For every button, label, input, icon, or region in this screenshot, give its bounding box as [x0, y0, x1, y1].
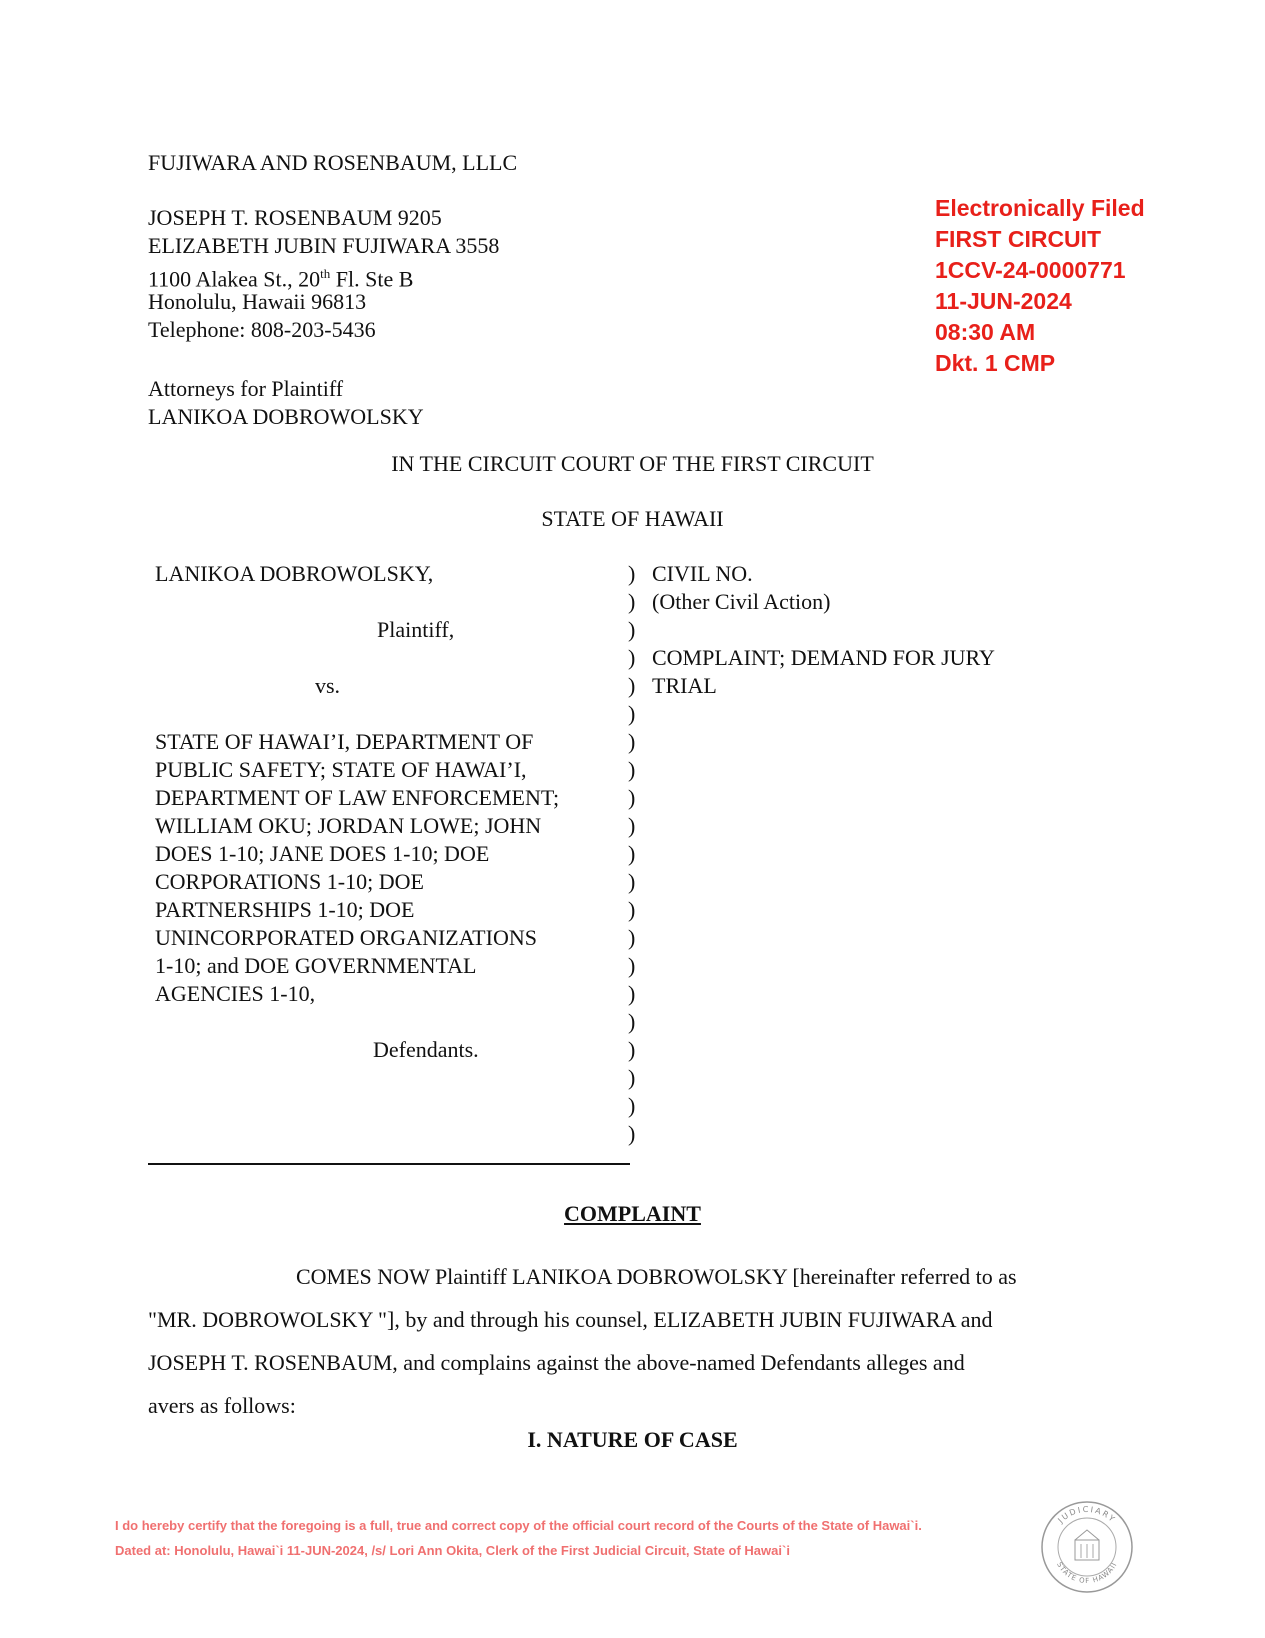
defendant-line: DEPARTMENT OF LAW ENFORCEMENT; — [155, 785, 560, 810]
caption-paren: ) — [628, 953, 636, 978]
complaint-heading: COMPLAINT — [564, 1201, 701, 1226]
stamp-line: FIRST CIRCUIT — [935, 226, 1102, 252]
caption-paren: ) — [628, 925, 636, 950]
caption-paren-column — [628, 560, 635, 1148]
caption-paren: ) — [628, 1121, 636, 1146]
caption-paren: ) — [628, 785, 636, 810]
stamp-line: Electronically Filed — [935, 195, 1145, 221]
caption-paren: ) — [628, 897, 636, 922]
document-title: COMPLAINT; DEMAND FOR JURY — [652, 645, 995, 670]
stamp-time: 08:30 AM — [935, 319, 1036, 345]
defendant-line: CORPORATIONS 1-10; DOE — [155, 869, 424, 894]
section-heading: I. NATURE OF CASE — [527, 1427, 738, 1452]
attorneys-for-name: LANIKOA DOBROWOLSKY — [148, 404, 424, 429]
address-line: 1100 Alakea St., 20th Fl. Ste B — [148, 266, 414, 292]
defendant-line: PUBLIC SAFETY; STATE OF HAWAI’I, — [155, 757, 527, 782]
caption-paren: ) — [628, 1093, 636, 1118]
paragraph-line: avers as follows: — [148, 1393, 296, 1418]
plaintiff-name: LANIKOA DOBROWOLSKY, — [155, 561, 434, 586]
attorneys-for-label: Attorneys for Plaintiff — [148, 376, 344, 401]
caption-paren: ) — [628, 1037, 636, 1062]
caption-paren: ) — [628, 561, 636, 586]
address-line: Honolulu, Hawaii 96813 — [148, 289, 367, 314]
civil-number: CIVIL NO. — [652, 561, 753, 586]
attorney-name: ELIZABETH JUBIN FUJIWARA 3558 — [148, 233, 500, 258]
defendant-line: UNINCORPORATED ORGANIZATIONS — [155, 925, 537, 950]
seal-bottom-text: STATE OF HAWAII — [1055, 1560, 1119, 1586]
caption-paren: ) — [628, 841, 636, 866]
certification-line: I do hereby certify that the foregoing is a full, true and correct copy of the official court record of the Courts of the State of Hawai`i. — [115, 1518, 922, 1533]
plaintiff-role: Plaintiff, — [377, 617, 455, 642]
attorneys-for — [148, 375, 424, 431]
filing-stamp — [935, 193, 1145, 379]
defendant-line: DOES 1-10; JANE DOES 1-10; DOE — [155, 841, 490, 866]
action-type: (Other Civil Action) — [652, 589, 831, 614]
court-name: IN THE CIRCUIT COURT OF THE FIRST CIRCUIT — [391, 451, 874, 476]
defendant-role: Defendants. — [373, 1037, 479, 1062]
caption-paren: ) — [628, 813, 636, 838]
judiciary-seal — [1040, 1500, 1134, 1594]
seal-top-text: JUDICIARY — [1056, 1504, 1118, 1525]
defendant-line: AGENCIES 1-10, — [155, 981, 316, 1006]
caption-paren: ) — [628, 1065, 636, 1090]
caption-paren: ) — [628, 645, 636, 670]
certification-line: Dated at: Honolulu, Hawai`i 11-JUN-2024, /s/ Lori Ann Okita, Clerk of the First Judicial Circuit, State of Hawai`i — [115, 1543, 790, 1558]
caption-paren: ) — [628, 869, 636, 894]
caption-paren: ) — [628, 757, 636, 782]
caption-case-info — [652, 560, 995, 700]
firm-name: FUJIWARA AND ROSENBAUM, LLLC — [148, 150, 518, 175]
defendant-line: PARTNERSHIPS 1-10; DOE — [155, 897, 415, 922]
caption-parties — [155, 560, 559, 1064]
complaint-paragraph — [148, 1255, 1017, 1427]
paragraph-line: JOSEPH T. ROSENBAUM, and complains against the above-named Defendants alleges and — [148, 1350, 965, 1375]
paragraph-line: "MR. DOBROWOLSKY "], by and through his counsel, ELIZABETH JUBIN FUJIWARA and — [148, 1307, 993, 1332]
caption-paren: ) — [628, 729, 636, 754]
paragraph-line: COMES NOW Plaintiff LANIKOA DOBROWOLSKY [hereinafter referred to as — [296, 1264, 1017, 1289]
caption-paren: ) — [628, 981, 636, 1006]
defendant-line: WILLIAM OKU; JORDAN LOWE; JOHN — [155, 813, 542, 838]
caption-paren: ) — [628, 1009, 636, 1034]
attorney-block — [148, 204, 499, 344]
caption-paren: ) — [628, 617, 636, 642]
stamp-case-number: 1CCV-24-0000771 — [935, 257, 1126, 283]
defendant-line: 1-10; and DOE GOVERNMENTAL — [155, 953, 477, 978]
telephone: Telephone: 808-203-5436 — [148, 317, 376, 342]
stamp-docket: Dkt. 1 CMP — [935, 350, 1056, 376]
court-state: STATE OF HAWAII — [541, 506, 724, 531]
attorney-name: JOSEPH T. ROSENBAUM 9205 — [148, 205, 442, 230]
defendant-line: STATE OF HAWAI’I, DEPARTMENT OF — [155, 729, 534, 754]
caption-paren: ) — [628, 589, 636, 614]
svg-text:STATE OF HAWAII — [1055, 1561, 1119, 1585]
caption-paren: ) — [628, 673, 636, 698]
caption-paren: ) — [628, 701, 636, 726]
caption-underline — [148, 1163, 630, 1165]
certification — [115, 1513, 922, 1563]
stamp-date: 11-JUN-2024 — [935, 288, 1072, 314]
versus: vs. — [315, 673, 341, 698]
document-title: TRIAL — [652, 673, 717, 698]
